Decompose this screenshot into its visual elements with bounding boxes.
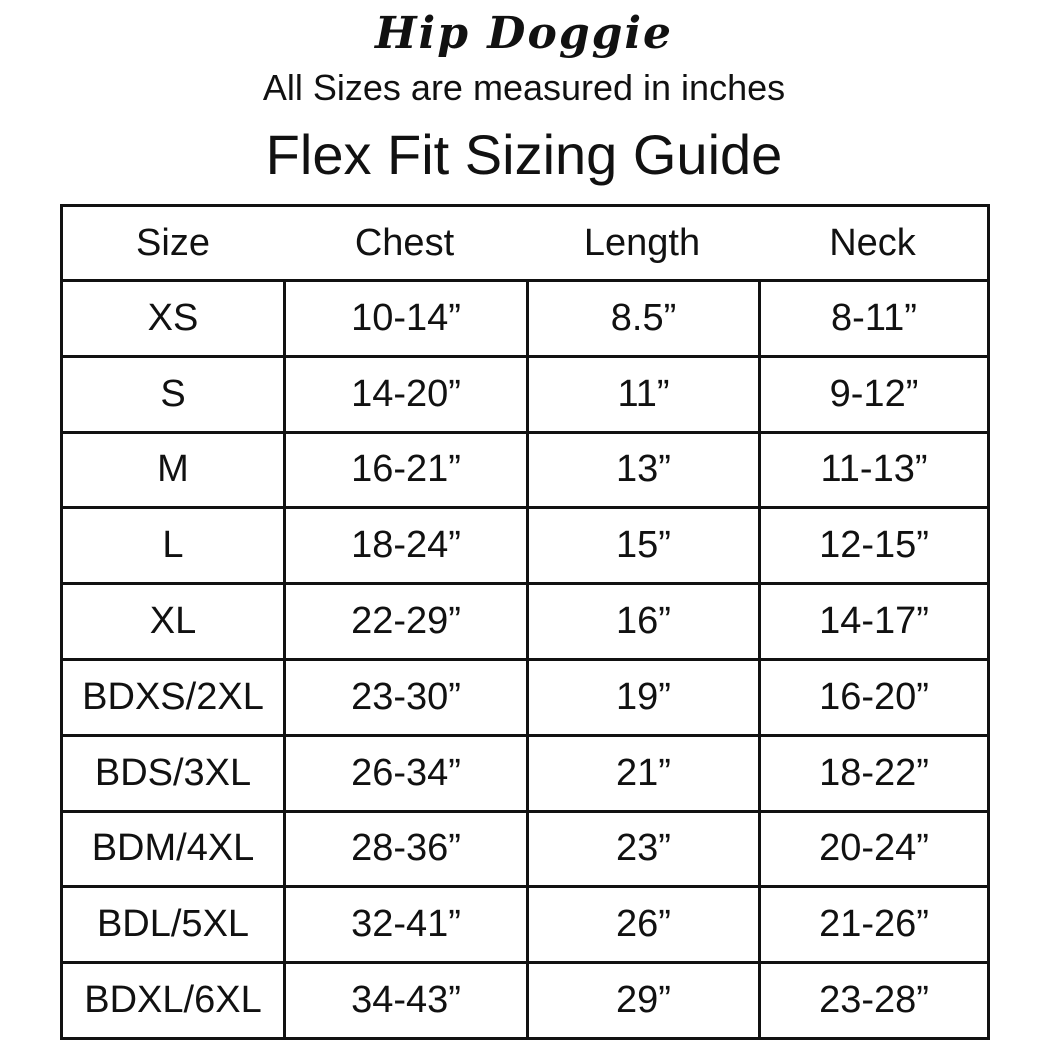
length-cell: 11” (526, 358, 758, 431)
table-row (63, 964, 987, 1037)
table-row (63, 661, 987, 737)
chest-cell: 28-36” (283, 813, 526, 886)
chest-cell: 18-24” (283, 509, 526, 582)
length-cell: 21” (526, 737, 758, 810)
table-row (63, 282, 987, 358)
chest-cell: 23-30” (283, 661, 526, 734)
neck-cell: 23-28” (758, 964, 987, 1037)
length-cell: 13” (526, 434, 758, 507)
size-cell: BDS/3XL (94, 751, 252, 794)
table-row (63, 888, 987, 964)
neck-cell: 21-26” (758, 888, 987, 961)
header-neck: Neck (829, 221, 916, 264)
header-chest: Chest (354, 221, 455, 264)
table-row (63, 813, 987, 889)
length-cell: 8.5” (526, 282, 758, 355)
chest-cell: 32-41” (283, 888, 526, 961)
header-length: Length (583, 221, 701, 264)
neck-cell: 14-17” (758, 585, 987, 658)
neck-cell: 16-20” (758, 661, 987, 734)
brand-logo-text: Hip Doggie (374, 8, 674, 59)
table-row (63, 585, 987, 661)
sizing-table (60, 204, 990, 1040)
chest-cell: 16-21” (283, 434, 526, 507)
size-cell: BDXS/2XL (82, 675, 264, 718)
size-cell: M (157, 448, 189, 491)
table-header-row (63, 207, 987, 282)
measurement-note: All Sizes are measured in inches (262, 67, 786, 108)
neck-cell: 12-15” (758, 509, 987, 582)
header-size: Size (136, 221, 210, 264)
size-cell: BDXL/6XL (84, 979, 262, 1022)
size-cell: XL (149, 600, 197, 643)
table-row (63, 737, 987, 813)
table-row (63, 509, 987, 585)
length-cell: 16” (526, 585, 758, 658)
chest-cell: 14-20” (283, 358, 526, 431)
chest-cell: 26-34” (283, 737, 526, 810)
size-cell: S (160, 372, 186, 415)
neck-cell: 11-13” (758, 434, 987, 507)
neck-cell: 20-24” (758, 813, 987, 886)
size-cell: L (162, 524, 184, 567)
table-row (63, 434, 987, 510)
size-cell: BDM/4XL (91, 827, 255, 870)
length-cell: 29” (526, 964, 758, 1037)
chest-cell: 10-14” (283, 282, 526, 355)
chest-cell: 22-29” (283, 585, 526, 658)
neck-cell: 8-11” (758, 282, 987, 355)
length-cell: 23” (526, 813, 758, 886)
table-row (63, 358, 987, 434)
neck-cell: 9-12” (758, 358, 987, 431)
page-title: Flex Fit Sizing Guide (265, 123, 783, 186)
length-cell: 19” (526, 661, 758, 734)
neck-cell: 18-22” (758, 737, 987, 810)
length-cell: 15” (526, 509, 758, 582)
length-cell: 26” (526, 888, 758, 961)
chest-cell: 34-43” (283, 964, 526, 1037)
size-cell: BDL/5XL (96, 903, 250, 946)
size-cell: XS (147, 296, 199, 339)
